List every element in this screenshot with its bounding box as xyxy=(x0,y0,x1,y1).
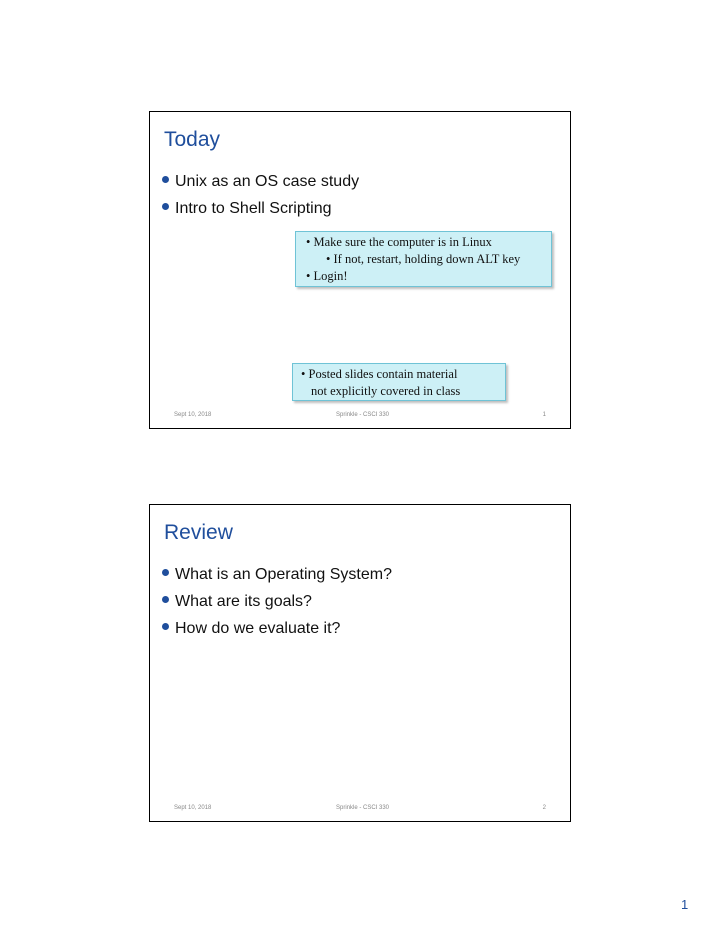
slide-footer-author: Sprinkle - CSCI 330 xyxy=(336,805,390,811)
bullet-dot-icon xyxy=(162,176,169,183)
note-line: • Login! xyxy=(306,269,348,283)
slide-title: Review xyxy=(164,521,233,544)
slide-footer-number: 1 xyxy=(542,412,546,418)
bullet-text: What is an Operating System? xyxy=(175,566,392,583)
slide-2 xyxy=(149,504,571,822)
bullet-dot-icon xyxy=(162,569,169,576)
slide-title: Today xyxy=(164,128,221,151)
note-line: • Make sure the computer is in Linux xyxy=(306,235,492,249)
slide-footer-date: Sept 10, 2018 xyxy=(174,412,212,418)
bullet-item xyxy=(162,561,392,588)
note-line: • If not, restart, holding down ALT key xyxy=(326,252,521,266)
note-line: not explicitly covered in class xyxy=(311,384,461,398)
bullet-item xyxy=(162,588,392,615)
bullet-dot-icon xyxy=(162,596,169,603)
bullet-list xyxy=(162,168,359,222)
bullet-text: What are its goals? xyxy=(175,593,312,610)
slide-footer-date: Sept 10, 2018 xyxy=(174,805,212,811)
bullet-text: How do we evaluate it? xyxy=(175,620,341,637)
posted-slides-note xyxy=(292,363,506,401)
page-number: 1 xyxy=(681,897,689,912)
slide-footer-number: 2 xyxy=(542,805,546,811)
linux-login-note xyxy=(295,231,552,287)
bullet-list xyxy=(162,561,392,642)
bullet-dot-icon xyxy=(162,623,169,630)
bullet-item xyxy=(162,615,392,642)
slide-footer-author: Sprinkle - CSCI 330 xyxy=(336,412,390,418)
bullet-item xyxy=(162,168,359,195)
bullet-text: Intro to Shell Scripting xyxy=(175,200,332,217)
bullet-text: Unix as an OS case study xyxy=(175,173,360,190)
bullet-dot-icon xyxy=(162,203,169,210)
bullet-item xyxy=(162,195,359,222)
note-line: • Posted slides contain material xyxy=(301,367,458,381)
slide-1 xyxy=(149,111,571,429)
